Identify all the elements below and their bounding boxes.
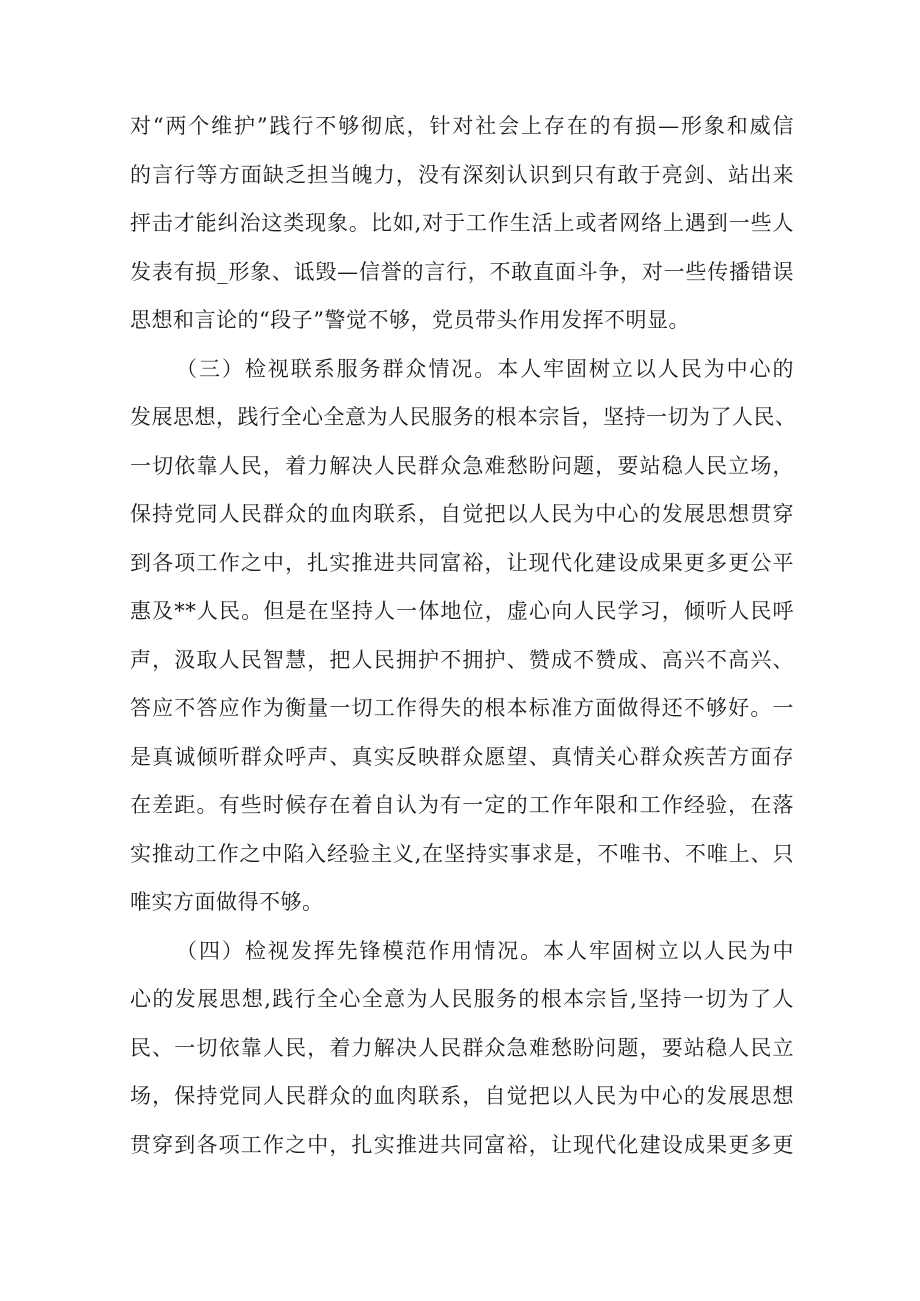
text-line: 答应不答应作为衡量一切工作得失的根本标准方面做得还不够好。一 <box>130 696 794 720</box>
text-line: 唯实方面做得不够。 <box>130 890 324 914</box>
text-line: 在差距。有些时候存在着自认为有一定的工作年限和工作经验，在落 <box>130 793 794 817</box>
text-line: 到各项工作之中，扎实推进共同富裕，让现代化建设成果更多更公平 <box>130 550 794 575</box>
text-line: 场，保持党同人民群众的血肉联系，自觉把以人民为中心的发展思想 <box>130 1084 794 1108</box>
text-line: 保持党同人民群众的血肉联系，自觉把以人民为中心的发展思想贯穿 <box>130 502 794 526</box>
paragraph-section-four <box>130 927 794 1170</box>
text-line: 一切依靠人民，着力解决人民群众急难愁盼问题，要站稳人民立场， <box>130 453 794 478</box>
text-line: 实推动工作之中陷入经验主义,在坚持实事求是，不唯书、不唯上、只 <box>130 841 794 866</box>
text-line: 抨击才能纠治这类现象。比如,对于工作生活上或者网络上遇到一些人 <box>130 211 794 235</box>
text-line: 思想和言论的“段子”警觉不够，党员带头作用发挥不明显。 <box>130 308 690 332</box>
text-line: 是真诚倾听群众呼声、真实反映群众愿望、真情关心群众疾苦方面存 <box>130 744 794 769</box>
text-line: 发表有损_形象、诋毁—信誉的言行，不敢直面斗争，对一些传播错误 <box>130 259 794 284</box>
section-heading-line: （四）检视发挥先锋模范作用情况。本人牢固树立以人民为中 <box>176 938 794 963</box>
text-line: 发展思想，践行全心全意为人民服务的根本宗旨，坚持一切为了人民、 <box>130 405 797 429</box>
section-heading-line: （三）检视联系服务群众情况。本人牢固树立以人民为中心的 <box>176 356 794 381</box>
paragraph-continued <box>130 102 794 345</box>
text-line: 贯穿到各项工作之中，扎实推进共同富裕，让现代化建设成果更多更 <box>130 1132 794 1157</box>
text-line: 对“两个维护”践行不够彻底，针对社会上存在的有损—形象和威信 <box>130 114 794 138</box>
text-line: 民、一切依靠人民，着力解决人民群众急难愁盼问题，要站稳人民立 <box>130 1035 794 1060</box>
paragraph-section-three <box>130 345 797 927</box>
text-line: 心的发展思想,践行全心全意为人民服务的根本宗旨,坚持一切为了人 <box>130 987 794 1011</box>
document-body <box>130 102 797 1169</box>
text-line: 的言行等方面缺乏担当魄力，没有深刻认识到只有敢于亮剑、站出来 <box>130 162 794 187</box>
text-line: 声，汲取人民智慧，把人民拥护不拥护、赞成不赞成、高兴不高兴、 <box>130 647 794 672</box>
text-line: 惠及**人民。但是在坚持人一体地位，虚心向人民学习，倾听人民呼 <box>130 599 794 623</box>
